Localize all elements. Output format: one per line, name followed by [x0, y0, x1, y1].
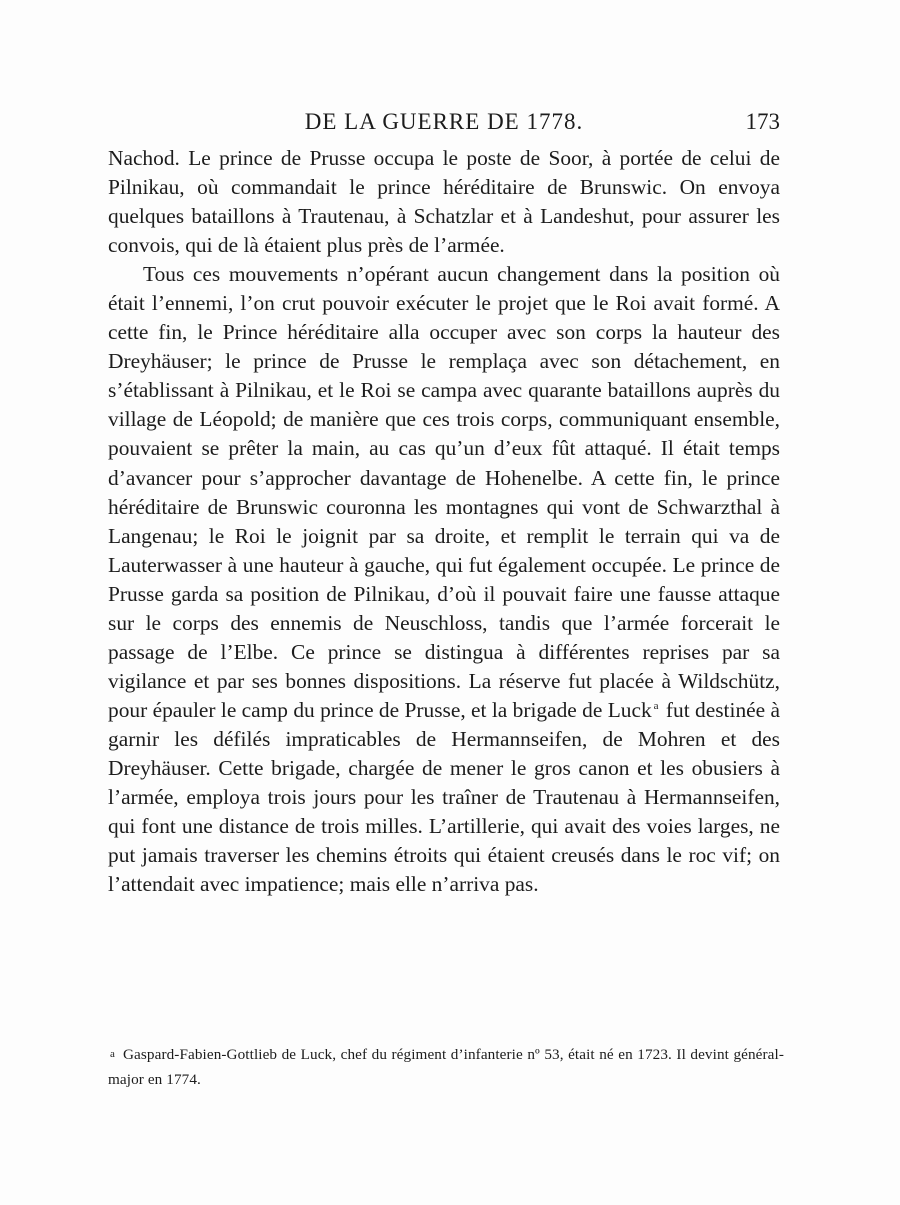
footnote-mark: a [110, 1048, 115, 1060]
footnote [108, 1042, 784, 1092]
main-text [108, 144, 780, 899]
page-number: 173 [745, 109, 780, 134]
paragraph [108, 260, 780, 899]
paragraph-text-part-1: Tous ces mouvements n’opérant aucun changement dans la position où était l’ennemi, l’on crut pouvoir exécuter le projet que le Roi avait formé. A cette fin, le Prince héréditaire alla occuper avec son corps la hauteur des Dreyhäuser; le prince de Prusse le remplaça avec son détachement, en s’établissant à Pilnikau, et le Roi se campa avec quarante bataillons auprès du village de Léopold; de manière que ces trois corps, communiquant ensemble, pouvaient se prêter la main, au cas qu’un d’eux fût attaqué. Il était temps d’avancer pour s’approcher davantage de Hohenelbe. A cette fin, le prince héréditaire de Brunswic couronna les montagnes qui vont de Schwarzthal à Langenau; le Roi le joignit par sa droite, et remplit le terrain qui va de Lauterwasser à une hauteur à gauche, qui fut également occupée. Le prince de Prusse garda sa position de Pilnikau, d’où il pouvait faire une fausse attaque sur le corps des ennemis de Neuschloss, tandis que l’armée forcerait le passage de l’Elbe. Ce prince se distingua à différentes reprises par sa vigilance et par ses bonnes dispositions. La réserve fut placée à Wildschütz, pour épauler le camp du prince de Prusse, et la brigade de Luck [108, 262, 780, 722]
running-header [108, 106, 780, 138]
paragraph-text-part-2: fut destinée à garnir les défilés impraticables de Hermannseifen, de Mohren et des Dreyhäuser. Cette brigade, chargée de mener le gros canon et les obusiers à l’armée, employa trois jours pour les traîner de Trautenau à Hermannseifen, qui font une distance de trois milles. L’artillerie, qui avait des voies larges, ne put jamais traverser les chemins étroits qui étaient creusés dans le roc vif; on l’attendait avec impatience; mais elle n’arriva pas. [108, 697, 780, 897]
footnote-text: Gaspard-Fabien-Gottlieb de Luck, chef du régiment d’infanterie nº 53, était né en 1723. Il devint général-major en 1774. [108, 1046, 784, 1088]
footnote-reference[interactable]: a [653, 699, 659, 712]
running-title: DE LA GUERRE DE 1778. [304, 109, 584, 134]
paragraph-continued: Nachod. Le prince de Prusse occupa le poste de Soor, à portée de celui de Pilnikau, où commandait le prince héréditaire de Brunswic. On envoya quelques bataillons à Trautenau, à Schatzlar et à Landeshut, pour assurer les convois, qui de là étaient plus près de l’armée. [108, 146, 780, 258]
